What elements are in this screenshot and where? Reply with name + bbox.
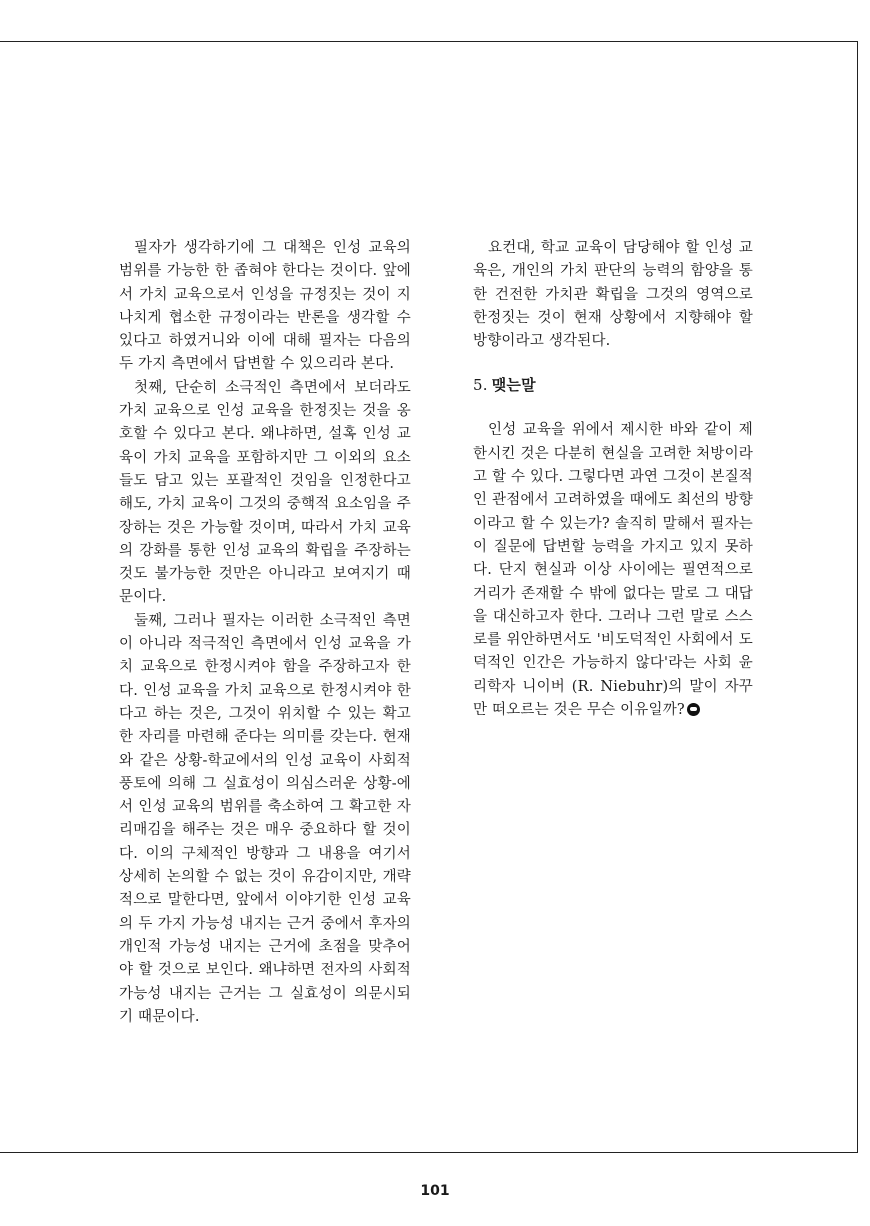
right-text-column [473,237,753,722]
closing-paragraph-text: 인성 교육을 위에서 제시한 바와 같이 제한시킨 것은 다분히 현실을 고려한 처방이라고 할 수 있다. 그렇다면 과연 그것이 본질적인 관점에서 고려하였을 때에도 최선의 방향이라고 할 수 있는가? 솔직히 말해서 필자는 이 질문에 답변할 능력을 가지고 있지 못하다. 단지 현실과 이상 사이에는 필연적으로 거리가 존재할 수 밖에 없다는 말로 그 대답을 대신하고자 한다. 그러나 그런 말로 스스로를 위안하면서도 '비도덕적인 사회에서 도덕적인 인간은 가능하지 않다'라는 사회 윤리학자 니이버 (R. Niebuhr)의 말이 자꾸만 떠오르는 것은 무슨 이유일까? [473,422,753,719]
section-title: 맺는말 [491,376,536,395]
end-of-article-icon [687,703,700,716]
page-number: 101 [420,1183,450,1199]
right-border-line [857,41,858,1153]
section-heading [473,373,753,397]
body-paragraph-final [473,419,753,722]
bottom-border-line [0,1152,858,1153]
body-paragraph: 첫째, 단순히 소극적인 측면에서 보더라도 가치 교육으로 인성 교육을 한정짓는 것을 옹호할 수 있다고 본다. 왜냐하면, 설혹 인성 교육이 가치 교육을 포함하지만 그 이외의 요소들도 담고 있는 포괄적인 것임을 인정한다고 해도, 가치 교육이 그것의 중핵적 요소임을 주장하는 것은 가능할 것이며, 따라서 가치 교육의 강화를 통한 인성 교육의 확립을 주장하는 것도 불가능한 것만은 아니라고 보여지기 때문이다. [119,379,411,606]
left-text-column [119,237,411,1029]
top-border-line [0,41,858,42]
section-number: 5. [473,376,488,395]
body-paragraph: 필자가 생각하기에 그 대책은 인성 교육의 범위를 가능한 한 좁혀야 한다는 것이다. 앞에서 가치 교육으로서 인성을 규정짓는 것이 지나치게 협소한 규정이라는 반론을 생각할 수 있다고 하였거니와 이에 대해 필자는 다음의 두 가지 측면에서 답변할 수 있으리라 본다. [119,240,411,373]
body-paragraph: 요컨대, 학교 교육이 담당해야 할 인성 교육은, 개인의 가치 판단의 능력의 함양을 통한 건전한 가치관 확립을 그것의 영역으로 한정짓는 것이 현재 상황에서 지향해야 할 방향이라고 생각된다. [473,240,753,350]
body-paragraph: 둘째, 그러나 필자는 이러한 소극적인 측면이 아니라 적극적인 측면에서 인성 교육을 가치 교육으로 한정시켜야 함을 주장하고자 한다. 인성 교육을 가치 교육으로 한정시켜야 한다고 하는 것은, 그것이 위치할 수 있는 확고한 자리를 마련해 준다는 의미를 갖는다. 현재와 같은 상황-학교에서의 인성 교육이 사회적 풍토에 의해 그 실효성이 의심스러운 상황-에서 인성 교육의 범위를 축소하여 그 확고한 자리매김을 해주는 것은 매우 중요하다 할 것이다. 이의 구체적인 방향과 그 내용을 여기서 상세히 논의할 수 없는 것이 유감이지만, 개략적으로 말한다면, 앞에서 이야기한 인성 교육의 두 가지 가능성 내지는 근거 중에서 후자의 개인적 가능성 내지는 근거에 초점을 맞추어야 할 것으로 보인다. 왜냐하면 전자의 사회적 가능성 내지는 근거는 그 실효성이 의문시되기 때문이다. [119,612,411,1025]
